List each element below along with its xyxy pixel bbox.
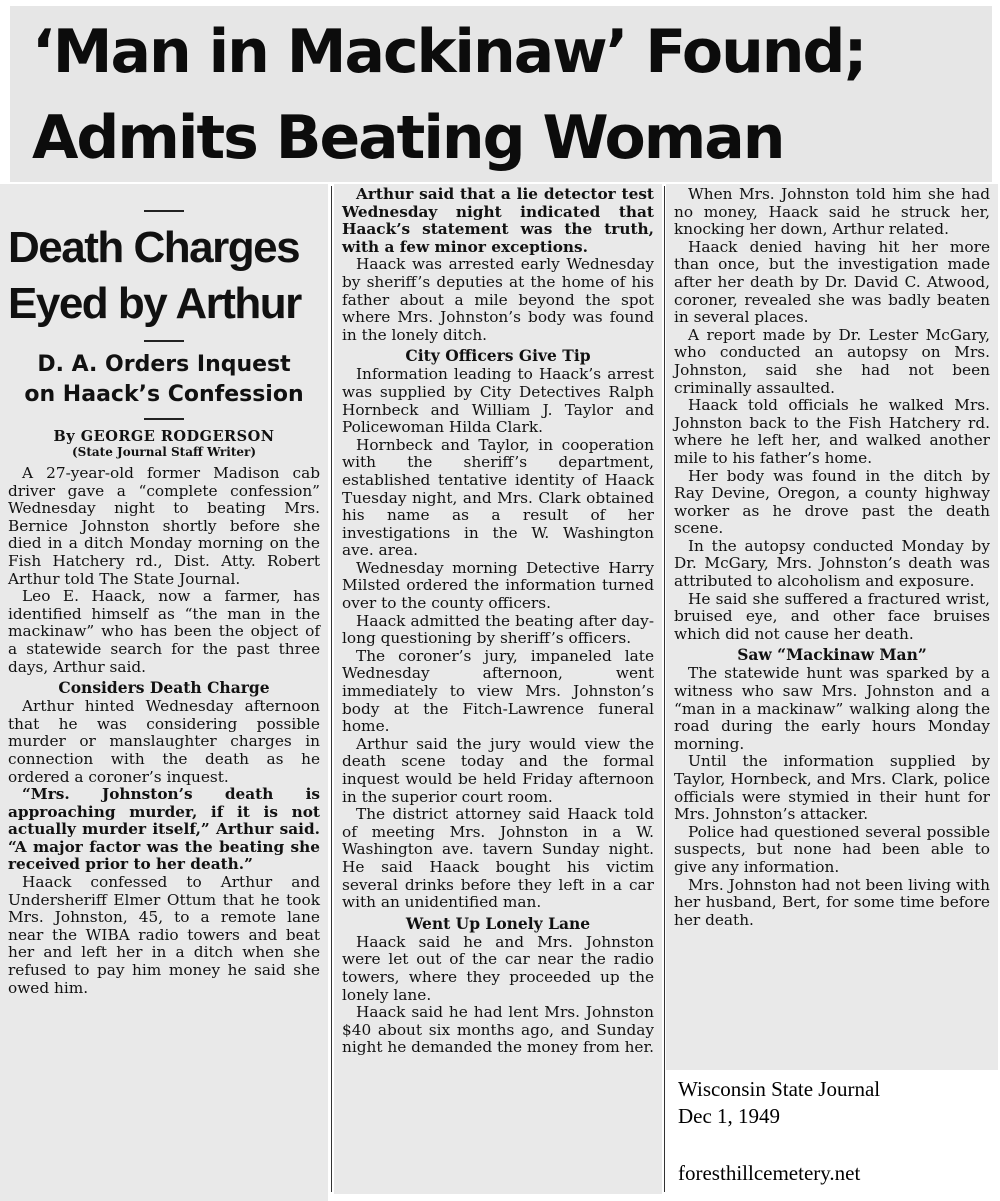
sidebar-headline-line-2: Eyed by Arthur xyxy=(8,279,301,328)
paragraph: Haack was arrested early Wednesday by sheriff’s deputies at the home of his father about a mile beyond the spot where Mrs. Johnston’s body was found in the lonely ditch. xyxy=(342,255,654,344)
subhead: Considers Death Charge xyxy=(58,678,270,698)
paragraph: Leo E. Haack, now a farmer, has identified himself as “the man in the mackinaw” who has been the object of a statewide search for the past three days, Arthur said. xyxy=(8,587,320,676)
paragraph: The coroner’s jury, impaneled late Wednesday afternoon, went immediately to view Mrs. Johnston’s body at the Fitch-Lawrence funeral home. xyxy=(342,646,654,736)
paragraph: A report made by Dr. Lester McGary, who conducted an autopsy on Mrs. Johnston, said she had not been criminally assaulted. xyxy=(674,325,990,397)
article-column-2 xyxy=(334,184,662,1194)
date-caption: Dec 1, 1949 xyxy=(678,1104,781,1128)
paragraph: Haack told officials he walked Mrs. Johnston back to the Fish Hatchery rd. where he left her, and walked another mile to his father’s home. xyxy=(674,396,990,467)
column-rule xyxy=(331,186,332,1192)
headline-clipping xyxy=(10,6,992,182)
paragraph: Haack said he and Mrs. Johnston were let out of the car near the radio towers, where they proceeded up the lonely lane. xyxy=(342,932,654,1004)
deck-line-1: D. A. Orders Inquest xyxy=(37,352,291,377)
paragraph: When Mrs. Johnston told him she had no money, Haack said he struck her, knocking her down, Arthur related. xyxy=(674,185,990,239)
subhead: City Officers Give Tip xyxy=(405,346,591,366)
article-column-1 xyxy=(0,184,328,1201)
divider xyxy=(144,418,184,420)
paragraph: Information leading to Haack’s arrest was supplied by City Detectives Ralph Hornbeck and William J. Taylor and Policewoman Hilda Clark. xyxy=(342,365,654,437)
source-caption: Wisconsin State Journal xyxy=(678,1077,881,1101)
divider xyxy=(144,340,184,342)
paragraph: The district attorney said Haack told of meeting Mrs. Johnston in a W. Washington ave. tavern Sunday night. He said Haack bought his victim several drinks before they left in a car with an unidentified man. xyxy=(342,805,654,912)
paragraph: Arthur said the jury would view the death scene today and the formal inquest would be held Friday afternoon in the superior court room. xyxy=(342,734,654,806)
byline: By GEORGE RODGERSON xyxy=(53,428,275,445)
deck-line-2: on Haack’s Confession xyxy=(24,382,304,407)
subhead: Went Up Lonely Lane xyxy=(405,913,591,933)
paragraph: Arthur hinted Wednesday afternoon that he was considering possible murder or manslaughter charges in connection with the death as he ordered a coroner’s inquest. xyxy=(8,697,320,786)
headline-line-1: ‘Man in Mackinaw’ Found; xyxy=(32,17,866,87)
article-column-3 xyxy=(666,184,998,1070)
paragraph: Haack confessed to Arthur and Undersheriff Elmer Ottum that he took Mrs. Johnston, 45, to a remote lane near the WIBA radio towers and beat her and left her in a ditch when she refused to pay him money he said she owed him. xyxy=(8,873,320,997)
paragraph: Police had questioned several possible suspects, but none had been able to give any information. xyxy=(674,822,990,876)
paragraph: Haack admitted the beating after day-long questioning by sheriff’s officers. xyxy=(342,611,654,648)
paragraph: The statewide hunt was sparked by a witness who saw Mrs. Johnston and a “man in a mackinaw” walking along the road during the early hours Monday morning. xyxy=(674,664,990,753)
paragraph: Mrs. Johnston had not been living with her husband, Bert, for some time before her death. xyxy=(674,875,990,929)
paragraph: Haack denied having hit her more than once, but the investigation made after her death by Dr. David C. Atwood, coroner, revealed she was badly beaten in several places. xyxy=(674,237,990,327)
column-2-body xyxy=(334,184,662,1057)
paragraph: A 27-year-old former Madison cab driver gave a “complete confession” Wednesday night to beating Mrs. Bernice Johnston shortly before she died in a ditch Monday morning on the Fish Hatchery rd., Dist. Atty. Robert Arthur told The State Journal. xyxy=(8,464,320,588)
paragraph: Until the information supplied by Taylor, Hornbeck, and Mrs. Clark, police officials were stymied in their hunt for Mrs. Johnston’s attacker. xyxy=(674,752,990,824)
column-rule xyxy=(664,186,665,1192)
paragraph: Hornbeck and Taylor, in cooperation with the sheriff’s department, established tentative identity of Haack Tuesday night, and Mrs. Clark obtained his name as a result of her investigations in the W. Washington ave. area. xyxy=(342,435,654,560)
column-1-body xyxy=(0,465,328,997)
divider xyxy=(144,210,184,212)
sidebar-headline-line-1: Death Charges xyxy=(8,223,300,272)
paragraph: Haack said he had lent Mrs. Johnston $40 about six months ago, and Sunday night he demanded the money from her. xyxy=(342,1003,654,1057)
column-3-body xyxy=(666,184,998,929)
paragraph: In the autopsy conducted Monday by Dr. McGary, Mrs. Johnston’s death was attributed to alcoholism and exposure. xyxy=(674,536,990,591)
paragraph: “Mrs. Johnston’s death is approaching murder, if it is not actually murder itself,” Arthur said. “A major factor was the beating she received prior to her death.” xyxy=(8,785,320,874)
site-caption: foresthillcemetery.net xyxy=(678,1161,861,1185)
headline-line-2: Admits Beating Woman xyxy=(32,103,784,173)
byline-credit: (State Journal Staff Writer) xyxy=(72,445,256,459)
paragraph: Wednesday morning Detective Harry Milsted ordered the information turned over to the county officers. xyxy=(342,558,654,613)
paragraph: Arthur said that a lie detector test Wednesday night indicated that Haack’s statement was the truth, with a few minor exceptions. xyxy=(342,185,654,256)
paragraph: Her body was found in the ditch by Ray Devine, Oregon, a county highway worker as he drove past the death scene. xyxy=(674,466,990,538)
subhead: Saw “Mackinaw Man” xyxy=(737,645,927,665)
paragraph: He said she suffered a fractured wrist, bruised eye, and other face bruises which did not cause her death. xyxy=(674,589,990,643)
